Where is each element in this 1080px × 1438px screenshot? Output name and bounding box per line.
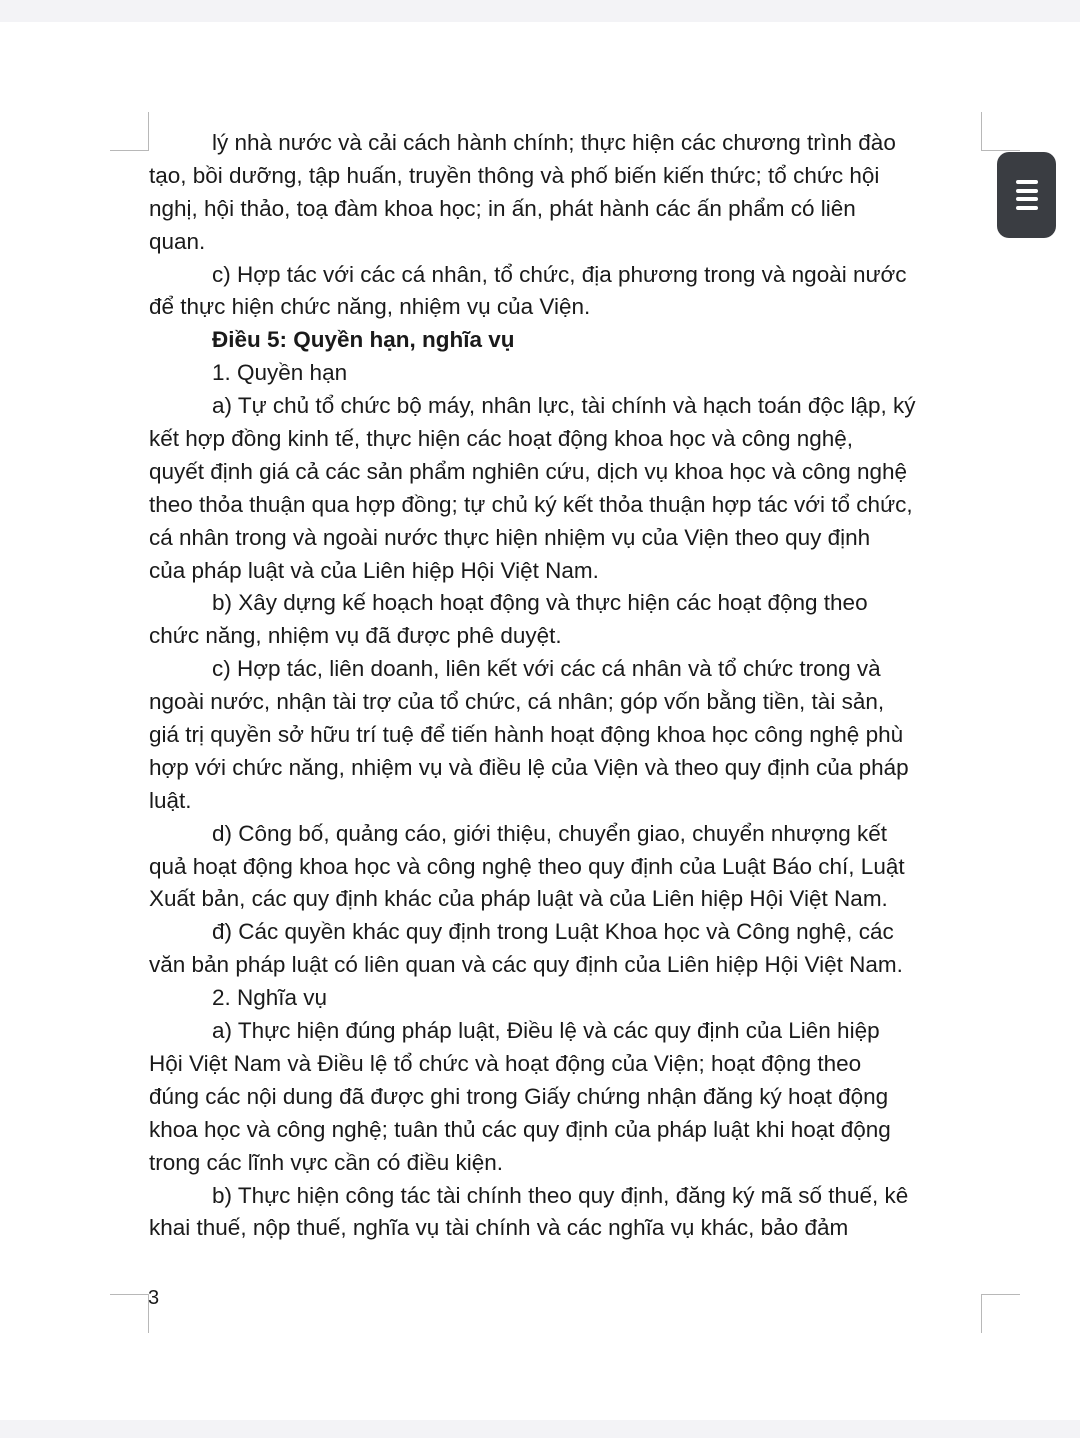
text-line: đ) Các quyền khác quy định trong Luật Khoa học và Công nghệ, các [212,919,894,945]
text-line: 1. Quyền hạn [212,360,348,386]
text-line: b) Thực hiện công tác tài chính theo quy định, đăng ký mã số thuế, kê [212,1182,909,1208]
menu-button[interactable] [997,152,1056,238]
text-line: cá nhân trong và ngoài nước thực hiện nhiệm vụ của Viện theo quy định [149,524,871,550]
margin-corner-top-left [110,112,149,151]
text-line: khoa học và công nghệ; tuân thủ các quy định của pháp luật khi hoạt động [149,1116,891,1142]
text-line: d) Công bố, quảng cáo, giới thiệu, chuyển giao, chuyển nhượng kết [212,820,888,846]
text-line: chức năng, nhiệm vụ đã được phê duyệt. [149,623,562,649]
text-line: của pháp luật và của Liên hiệp Hội Việt Nam. [149,557,599,583]
text-line: lý nhà nước và cải cách hành chính; thực hiện các chương trình đào [212,130,896,155]
text-line: tạo, bồi dưỡng, tập huấn, truyền thông và phố biến kiến thức; tổ chức hội [149,162,880,188]
text-line: luật. [149,787,192,813]
text-line: giá trị quyền sở hữu trí tuệ để tiến hành hoạt động khoa học công nghệ phù [149,722,904,748]
text-line: văn bản pháp luật có liên quan và các quy định của Liên hiệp Hội Việt Nam. [149,952,903,978]
text-line: kết hợp đồng kinh tế, thực hiện các hoạt động khoa học và công nghệ, [149,426,854,452]
text-line: quan. [149,228,206,254]
margin-corner-bottom-left [110,1294,149,1333]
section-heading: Điều 5: Quyền hạn, nghĩa vụ [212,327,515,353]
text-line: c) Hợp tác với các cá nhân, tổ chức, địa phương trong và ngoài nước [212,261,907,287]
text-line: theo thỏa thuận qua hợp đồng; tự chủ ký kết thỏa thuận hợp tác với tổ chức, [149,491,913,517]
text-line: quả hoạt động khoa học và công nghệ theo quy định của Luật Báo chí, Luật [149,853,905,879]
page-number: 3 [148,1287,160,1309]
document-body[interactable] [149,127,989,1245]
text-line: a) Thực hiện đúng pháp luật, Điều lệ và các quy định của Liên hiệp [212,1018,880,1044]
text-line: để thực hiện chức năng, nhiệm vụ của Viện. [149,294,591,320]
text-line: Xuất bản, các quy định khác của pháp luật và của Liên hiệp Hội Việt Nam. [149,886,888,912]
text-line: đúng các nội dung đã được ghi trong Giấy chứng nhận đăng ký hoạt động [149,1083,889,1109]
text-line: ngoài nước, nhận tài trợ của tổ chức, cá nhân; góp vốn bằng tiền, tài sản, [149,689,885,715]
text-line: hợp với chức năng, nhiệm vụ và điều lệ của Viện và theo quy định của pháp [149,754,909,780]
text-line: trong các lĩnh vực cần có điều kiện. [149,1149,504,1175]
text-line: khai thuế, nộp thuế, nghĩa vụ tài chính và các nghĩa vụ khác, bảo đảm [149,1215,849,1241]
menu-icon [1016,180,1038,210]
text-line: a) Tự chủ tổ chức bộ máy, nhân lực, tài chính và hạch toán độc lập, ký [212,393,916,419]
text-line: nghị, hội thảo, toạ đàm khoa học; in ấn, phát hành các ấn phẩm có liên [149,195,856,221]
text-line: c) Hợp tác, liên doanh, liên kết với các cá nhân và tổ chức trong và [212,656,881,682]
margin-corner-bottom-right [981,1294,1020,1333]
text-line: quyết định giá cả các sản phẩm nghiên cứu, dịch vụ khoa học và công nghệ [149,458,908,484]
text-line: Hội Việt Nam và Điều lệ tổ chức và hoạt động của Viện; hoạt động theo [149,1050,862,1076]
text-line: 2. Nghĩa vụ [212,985,328,1011]
text-line: b) Xây dựng kế hoạch hoạt động và thực hiện các hoạt động theo [212,590,868,616]
